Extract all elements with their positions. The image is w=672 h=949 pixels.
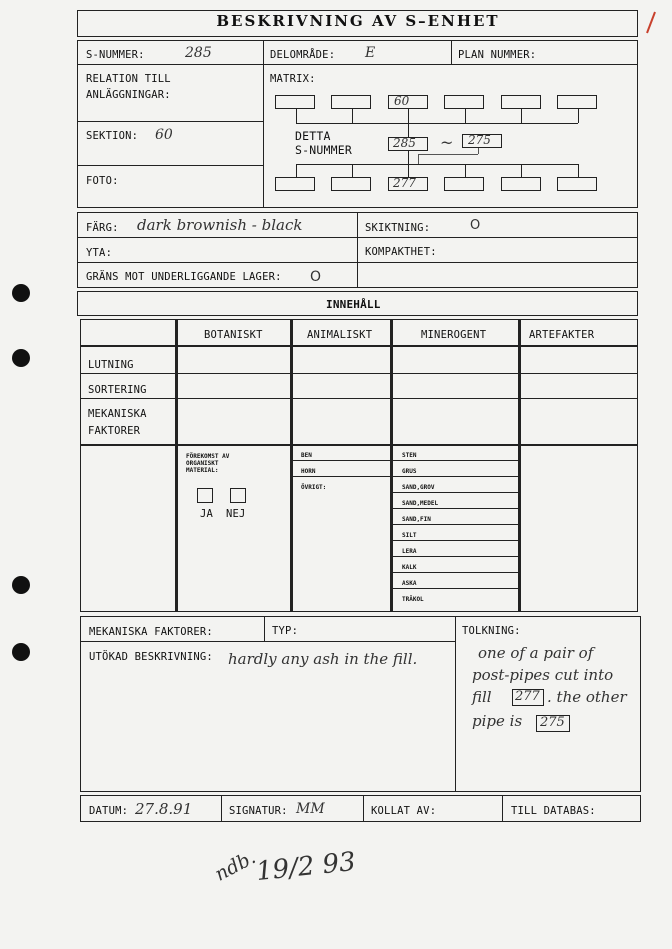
- corner-mark-icon: [644, 10, 658, 36]
- minero-grus: GRUS: [402, 468, 417, 475]
- forekomst-label-3: MATERIAL:: [186, 467, 219, 474]
- minero-aska: ASKA: [402, 580, 417, 587]
- matrix-box[interactable]: [331, 95, 371, 109]
- column-artefakter: ARTEFAKTER: [529, 329, 595, 341]
- s-nummer-value[interactable]: 285: [185, 45, 212, 61]
- detta-label-1: DETTA: [295, 129, 331, 143]
- column-animaliskt: ANIMALISKT: [307, 329, 373, 341]
- detta-label-2: S-NUMMER: [295, 143, 352, 157]
- forekomst-label-2: ORGANISKT: [186, 460, 219, 467]
- handwritten-note-ndb: ndb.: [211, 846, 260, 886]
- s-nummer-label: S-NUMMER:: [86, 49, 145, 61]
- yta-label: YTA:: [86, 247, 113, 259]
- ja-checkbox[interactable]: [197, 488, 213, 503]
- minero-sten: STEN: [402, 452, 417, 459]
- punch-hole: [12, 349, 30, 367]
- column-botaniskt: BOTANISKT: [204, 329, 263, 341]
- nej-label: NEJ: [226, 508, 246, 520]
- farg-value[interactable]: dark brownish - black: [137, 216, 303, 234]
- kompakthet-label: KOMPAKTHET:: [365, 246, 437, 258]
- minero-row-line: [390, 572, 518, 573]
- matrix-box[interactable]: [501, 177, 541, 191]
- matrix-this-value: 285: [393, 136, 416, 150]
- tolkning-line-2: post-pipes cut into: [472, 666, 614, 684]
- tolkning-line-5: pipe is: [472, 712, 523, 730]
- farg-label: FÄRG:: [86, 222, 119, 234]
- innehall-header: INNEHÅLL: [326, 298, 381, 311]
- animal-ovrigt: ÖVRIGT:: [301, 484, 327, 491]
- row-faktorer: FAKTORER: [88, 425, 141, 437]
- matrix-top-value: 60: [394, 94, 410, 108]
- signatur-label: SIGNATUR:: [229, 805, 288, 817]
- sektion-label: SEKTION:: [86, 130, 139, 142]
- mekaniska-faktorer-label: MEKANISKA FAKTORER:: [89, 626, 213, 638]
- column-minerogent: MINEROGENT: [421, 329, 487, 341]
- datum-label: DATUM:: [89, 805, 129, 817]
- tolkning-line-1: one of a pair of: [478, 644, 594, 662]
- minero-row-line: [390, 556, 518, 557]
- punch-hole: [12, 284, 30, 302]
- tolkning-ref-2: 275: [540, 715, 565, 730]
- form-title: BESKRIVNING AV S–ENHET: [216, 12, 500, 30]
- forekomst-label-1: FÖREKOMST AV: [186, 453, 230, 460]
- minero-row-line: [390, 588, 518, 589]
- datum-value[interactable]: 27.8.91: [135, 800, 193, 818]
- matrix-equiv-value: 275: [468, 133, 491, 147]
- delomrade-label: DELOMRÅDE:: [270, 49, 336, 61]
- matrix-label: MATRIX:: [270, 73, 316, 85]
- row-sortering: SORTERING: [88, 384, 147, 396]
- grans-value[interactable]: O: [310, 269, 322, 285]
- minero-sand-grov: SAND,GROV: [402, 484, 435, 491]
- row-mekaniska: MEKANISKA: [88, 408, 147, 420]
- minero-sand-fin: SAND,FIN: [402, 516, 431, 523]
- row-lutning: LUTNING: [88, 359, 134, 371]
- tolkning-ref-1: 277: [515, 689, 540, 704]
- matrix-box[interactable]: [275, 177, 315, 191]
- minero-row-line: [390, 476, 518, 477]
- matrix-box[interactable]: [444, 177, 484, 191]
- matrix-box[interactable]: [557, 177, 597, 191]
- minero-lera: LERA: [402, 548, 417, 555]
- handwritten-note-date: 19/2 93: [254, 846, 358, 888]
- minero-row-line: [390, 524, 518, 525]
- nej-checkbox[interactable]: [230, 488, 246, 503]
- punch-hole: [12, 576, 30, 594]
- signatur-value[interactable]: MM: [296, 801, 325, 817]
- tolkning-label: TOLKNING:: [462, 625, 521, 637]
- innehall-grid: [80, 319, 638, 612]
- minero-row-line: [390, 460, 518, 461]
- delomrade-value[interactable]: E: [365, 45, 376, 61]
- foto-label: FOTO:: [86, 175, 119, 187]
- sektion-value[interactable]: 60: [155, 127, 173, 143]
- minero-kalk: KALK: [402, 564, 417, 571]
- equivalence-sign: ~: [440, 133, 454, 152]
- minero-row-line: [390, 508, 518, 509]
- matrix-box[interactable]: [275, 95, 315, 109]
- minero-silt: SILT: [402, 532, 417, 539]
- matrix-box[interactable]: [444, 95, 484, 109]
- kollat-label: KOLLAT AV:: [371, 805, 437, 817]
- matrix-box[interactable]: [501, 95, 541, 109]
- skiktning-label: SKIKTNING:: [365, 222, 431, 234]
- matrix-box[interactable]: [331, 177, 371, 191]
- animal-ben: BEN: [301, 452, 312, 459]
- utokad-value[interactable]: hardly any ash in the fill.: [228, 650, 418, 668]
- minero-sand-medel: SAND,MEDEL: [402, 500, 439, 507]
- plan-nummer-label: PLAN NUMMER:: [458, 49, 537, 61]
- tolkning-line-3: fill: [472, 688, 492, 706]
- animal-horn: HORN: [301, 468, 316, 475]
- typ-label: TYP:: [272, 625, 299, 637]
- relation-label-1: RELATION TILL: [86, 73, 171, 85]
- matrix-box[interactable]: [557, 95, 597, 109]
- minero-row-line: [390, 540, 518, 541]
- skiktning-value[interactable]: O: [470, 218, 481, 233]
- tolkning-line-4: . the other: [547, 688, 627, 706]
- databas-label: TILL DATABAS:: [511, 805, 596, 817]
- relation-label-2: ANLÄGGNINGAR:: [86, 89, 171, 101]
- utokad-label: UTÖKAD BESKRIVNING:: [89, 651, 213, 663]
- punch-hole: [12, 643, 30, 661]
- minero-trakol: TRÄKOL: [402, 596, 424, 603]
- minero-row-line: [390, 492, 518, 493]
- grans-label: GRÄNS MOT UNDERLIGGANDE LAGER:: [86, 271, 282, 283]
- ja-label: JA: [200, 508, 214, 520]
- matrix-bottom-value: 277: [393, 176, 416, 190]
